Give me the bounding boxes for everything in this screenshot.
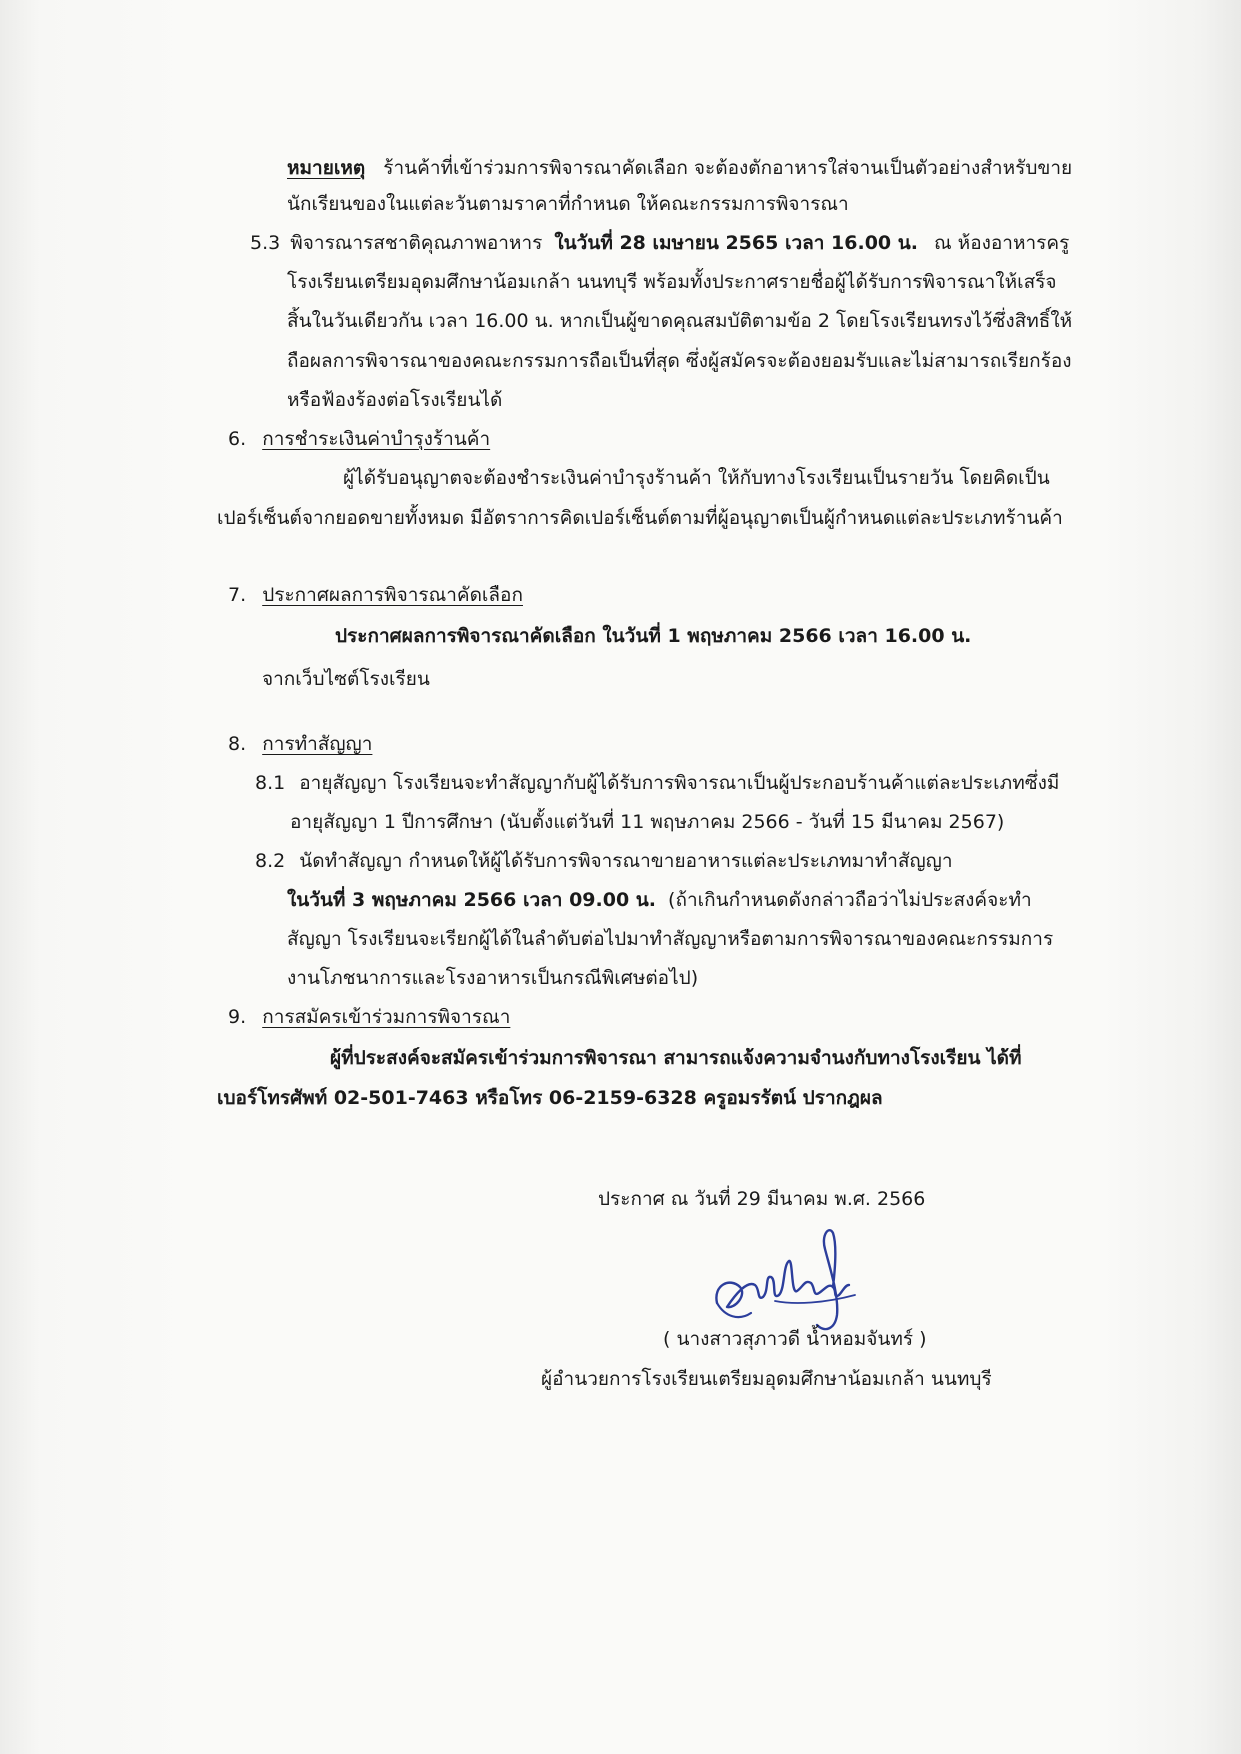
section-5-3-line-3: สิ้นในวันเดียวกัน เวลา 16.00 น. หากเป็นผู้ขาดคุณสมบัติตามข้อ 2 โดยโรงเรียนทรงไว้ซึ่งสิทธิ์ให้	[287, 310, 1073, 332]
section-8-1-number: 8.1	[255, 772, 286, 794]
section-9-title: การสมัครเข้าร่วมการพิจารณา	[262, 1006, 511, 1028]
section-9-number: 9.	[228, 1006, 247, 1028]
section-5-3-line-1	[250, 230, 1069, 256]
section-8-heading	[228, 731, 372, 757]
section-8-2-line-4: งานโภชนาการและโรงอาหารเป็นกรณีพิเศษต่อไป)	[287, 967, 699, 989]
section-5-3-line-4: ถือผลการพิจารณาของคณะกรรมการถือเป็นที่สุด ซึ่งผู้สมัครจะต้องยอมรับและไม่สามารถเรียกร้อง	[287, 350, 1072, 372]
section-7-line-2: จากเว็บไซต์โรงเรียน	[262, 668, 430, 690]
note-text-2: นักเรียนของในแต่ละวันตามราคาที่กำหนด ให้คณะกรรมการพิจารณา	[287, 193, 849, 215]
section-7-heading	[228, 582, 523, 608]
section-6-number: 6.	[228, 428, 247, 450]
section-8-title: การทำสัญญา	[262, 733, 373, 755]
section-8-2-date: ในวันที่ 3 พฤษภาคม 2566 เวลา 09.00 น.	[287, 889, 656, 911]
section-5-3-number: 5.3	[250, 232, 281, 254]
section-7-title: ประกาศผลการพิจารณาคัดเลือก	[262, 584, 523, 606]
section-8-number: 8.	[228, 733, 247, 755]
section-8-1-line-1	[255, 770, 1059, 796]
signature-image	[705, 1225, 875, 1340]
signatory-name: ( นางสาวสุภาวดี น้ำหอมจันทร์ )	[663, 1328, 927, 1350]
section-8-2-text: นัดทำสัญญา กำหนดให้ผู้ได้รับการพิจารณาขายอาหารแต่ละประเภทมาทำสัญญา	[299, 850, 953, 872]
section-9-heading	[228, 1004, 510, 1030]
section-5-3-lead: พิจารณารสชาติคุณภาพอาหาร	[290, 232, 543, 254]
section-8-2-line-2	[287, 887, 1032, 913]
section-8-2-number: 8.2	[255, 850, 286, 872]
section-5-3-date: ในวันที่ 28 เมษายน 2565 เวลา 16.00 น.	[554, 232, 918, 254]
section-5-3-tail: ณ ห้องอาหารครู	[934, 232, 1070, 254]
note-label: หมายเหตุ	[287, 157, 366, 179]
announcement-date: ประกาศ ณ วันที่ 29 มีนาคม พ.ศ. 2566	[598, 1188, 926, 1210]
section-6-line-1: ผู้ได้รับอนุญาตจะต้องชำระเงินค่าบำรุงร้านค้า ให้กับทางโรงเรียนเป็นรายวัน โดยคิดเป็น	[343, 467, 1050, 489]
note-line-1	[287, 155, 1072, 181]
section-8-2-line-1	[255, 848, 953, 874]
section-6-title: การชำระเงินค่าบำรุงร้านค้า	[262, 428, 491, 450]
section-9-line-1: ผู้ที่ประสงค์จะสมัครเข้าร่วมการพิจารณา สามารถแจ้งความจำนงกับทางโรงเรียน ได้ที่	[330, 1047, 1022, 1069]
note-text-1: ร้านค้าที่เข้าร่วมการพิจารณาคัดเลือก จะต้องตักอาหารใส่จานเป็นตัวอย่างสำหรับขาย	[383, 157, 1073, 179]
section-8-1-text: อายุสัญญา โรงเรียนจะทำสัญญากับผู้ได้รับการพิจารณาเป็นผู้ประกอบร้านค้าแต่ละประเภทซึ่งมี	[299, 772, 1060, 794]
section-8-1-line-2: อายุสัญญา 1 ปีการศึกษา (นับตั้งแต่วันที่ 11 พฤษภาคม 2566 - วันที่ 15 มีนาคม 2567)	[290, 811, 1005, 833]
section-7-line-1: ประกาศผลการพิจารณาคัดเลือก ในวันที่ 1 พฤษภาคม 2566 เวลา 16.00 น.	[335, 625, 972, 647]
signatory-position: ผู้อำนวยการโรงเรียนเตรียมอุดมศึกษาน้อมเกล้า นนทบุรี	[541, 1368, 992, 1390]
section-7-number: 7.	[228, 584, 247, 606]
section-6-heading	[228, 426, 490, 452]
section-5-3-line-2: โรงเรียนเตรียมอุดมศึกษาน้อมเกล้า นนทบุรี พร้อมทั้งประกาศรายชื่อผู้ได้รับการพิจารณาให้เสร็จ	[287, 271, 1057, 293]
section-8-2-condition: (ถ้าเกินกำหนดดังกล่าวถือว่าไม่ประสงค์จะทำ	[668, 889, 1032, 911]
section-6-line-2: เปอร์เซ็นต์จากยอดขายทั้งหมด มีอัตราการคิดเปอร์เซ็นต์ตามที่ผู้อนุญาตเป็นผู้กำหนดแต่ละประเภทร้านค้า	[217, 507, 1063, 529]
section-9-line-2: เบอร์โทรศัพท์ 02-501-7463 หรือโทร 06-2159-6328 ครูอมรรัตน์ ปรากฎผล	[217, 1087, 883, 1109]
section-5-3-line-5: หรือฟ้องร้องต่อโรงเรียนได้	[287, 389, 503, 411]
section-8-2-line-3: สัญญา โรงเรียนจะเรียกผู้ได้ในลำดับต่อไปมาทำสัญญาหรือตามการพิจารณาของคณะกรรมการ	[287, 928, 1054, 950]
